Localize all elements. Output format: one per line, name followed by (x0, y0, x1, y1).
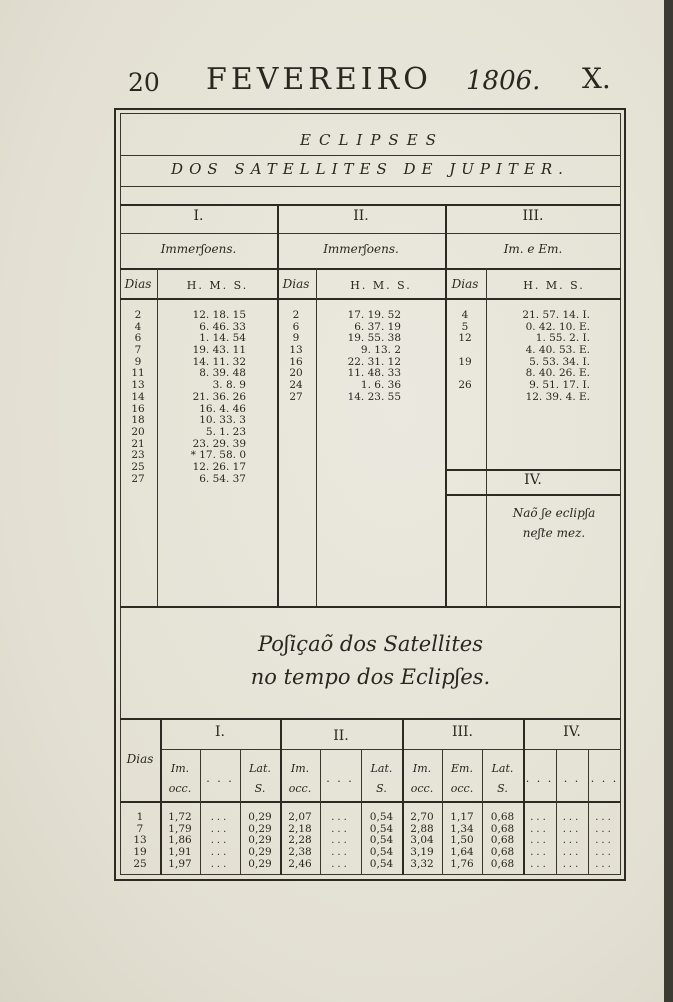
rule (445, 494, 621, 496)
day-value: 5 (461, 320, 469, 333)
day-value: 4 (134, 320, 142, 333)
time-value: 21. 36. 26 (192, 390, 246, 403)
day-value: 20 (131, 425, 145, 438)
dots: ... (595, 858, 614, 870)
dots-col (588, 812, 621, 870)
time-value: 1. 55. 2. I. (535, 332, 590, 345)
pos-I-lat (240, 812, 280, 870)
day-value: 19 (458, 355, 472, 368)
sat-IV-note: Naõ ʃe eclipʃa (512, 506, 596, 520)
position-value: 1,34 (450, 822, 474, 835)
month-title: FEVEREIRO (206, 62, 432, 97)
pos-III-lat (482, 812, 523, 870)
time-value: 14. 11. 32 (192, 355, 246, 368)
rule (316, 268, 317, 606)
time-value: 12. 26. 17 (192, 460, 246, 473)
time-value: 19. 43. 11 (192, 344, 246, 357)
sat-IV-note: neʃte mez. (522, 526, 586, 540)
position-value: 1,72 (168, 811, 192, 823)
pos-sub: occ. (450, 782, 474, 795)
pos-sub: Lat. (491, 762, 514, 775)
sat-III-label: III. (522, 208, 544, 224)
time-value: 11. 48. 33 (347, 367, 401, 380)
time-value: 1. 6. 36 (360, 379, 401, 392)
sat-III-times (490, 310, 590, 404)
pos-sub: occ. (168, 782, 192, 795)
day-value: 20 (289, 367, 303, 380)
dots: ... (595, 823, 614, 835)
pos-sub: S. (497, 782, 508, 795)
dots: ... (530, 835, 549, 847)
dots: ... (331, 847, 350, 859)
position-value: 0,29 (248, 834, 272, 847)
day-value: 14 (131, 390, 145, 403)
sat-IV-label: IV. (524, 472, 542, 488)
position-value: 2,88 (410, 822, 434, 835)
sat-II-sub: Immerʃoens. (323, 242, 399, 256)
day-value: 13 (289, 344, 303, 357)
sat-II-times (318, 310, 401, 404)
day-value: 2 (292, 309, 300, 321)
position-value: 0,29 (248, 811, 272, 823)
position-value: 2,38 (288, 846, 312, 859)
day-value: 1 (136, 811, 144, 823)
pos-sub: S. (376, 782, 387, 795)
day-value: 24 (289, 379, 303, 392)
day-value: 4 (461, 309, 469, 321)
position-value: 2,18 (288, 822, 312, 835)
rule (160, 749, 621, 750)
dots-col (200, 812, 240, 870)
day-value: 9 (134, 355, 142, 368)
time-value: 6. 37. 19 (354, 320, 401, 333)
dots: ... (595, 835, 614, 847)
dots: ... (210, 858, 230, 870)
time-value: 23. 29. 39 (192, 437, 246, 450)
day-value: 18 (131, 414, 145, 427)
day-value: 9 (292, 332, 300, 345)
position-value: 2,46 (288, 857, 312, 870)
position-value: 0,29 (248, 822, 272, 835)
eclipses-subtitle: DOS SATELLITES DE JUPITER. (171, 160, 569, 178)
time-value: * 17. 58. 0 (190, 449, 246, 462)
dots: ... (530, 858, 549, 870)
col-dias-II: Dias (282, 277, 310, 291)
sat-I-times (160, 310, 246, 485)
position-value: 0,29 (248, 857, 272, 870)
col-hms-II: H. M. S. (350, 279, 412, 292)
day-value: 21 (131, 437, 145, 450)
dots: ... (210, 823, 230, 835)
col-hms-III: H. M. S. (523, 279, 585, 292)
sat-III-sub: Im. e Em. (503, 242, 563, 256)
year: 1806. (466, 66, 541, 96)
sat-II-days (277, 310, 315, 404)
position-value: 1,76 (450, 857, 474, 870)
position-value: 2,07 (288, 811, 312, 823)
day-value: 26 (458, 379, 472, 392)
dots: ... (530, 812, 549, 823)
day-value: 12 (458, 332, 472, 345)
dots-col (320, 812, 361, 870)
time-value: 17. 19. 52 (347, 309, 401, 321)
time-value: 8. 40. 26. E. (525, 367, 590, 380)
position-value: 0,54 (369, 822, 394, 835)
day-value: 23 (131, 449, 145, 462)
dots-col (523, 812, 556, 870)
time-value: 4. 40. 53. E. (525, 344, 590, 357)
time-value: 9. 13. 2 (360, 344, 401, 357)
day-value: 11 (131, 367, 145, 380)
pos-sub: occ. (410, 782, 434, 795)
dots: ... (562, 823, 582, 835)
day-value: 16 (131, 402, 145, 415)
time-value: 1. 14. 54 (199, 332, 246, 345)
time-value: 12. 39. 4. E. (525, 390, 590, 403)
rule (120, 233, 621, 234)
rule (486, 268, 487, 606)
rule (120, 186, 621, 187)
rule (277, 204, 279, 606)
time-value: 5. 53. 34. I. (529, 355, 590, 368)
col-dias-I: Dias (124, 277, 152, 291)
day-value (445, 345, 485, 357)
pos-I-im (160, 812, 200, 870)
position-value: 1,79 (168, 822, 192, 835)
dots: ... (331, 858, 350, 870)
section-number: X. (582, 62, 611, 95)
dots: ... (530, 823, 549, 835)
pos-II-lat (361, 812, 402, 870)
day-value: 13 (131, 379, 145, 392)
rule (445, 469, 621, 471)
position-value: 0,68 (490, 834, 515, 847)
time-value: 5. 1. 23 (205, 425, 246, 438)
dots: ... (210, 812, 230, 823)
time-value: 22. 31. 12 (347, 355, 401, 368)
time-value: 12. 18. 15 (192, 309, 246, 321)
position-value: 3,32 (410, 857, 434, 870)
pos-sub: Em. (451, 762, 473, 775)
time-value: 16. 4. 46 (199, 402, 246, 415)
rule (120, 606, 621, 608)
pos-sub-dots: . . . (590, 772, 619, 785)
page-header (0, 60, 664, 100)
col-hms-I: H. M. S. (186, 279, 249, 292)
positions-subtitle: no tempo dos Eclipʃes. (250, 665, 491, 689)
pos-sub: S. (254, 782, 266, 795)
pos-sub: Lat. (370, 762, 393, 775)
dots: ... (331, 823, 350, 835)
time-value: 9. 51. 17. I. (529, 379, 590, 392)
dots: ... (562, 847, 582, 859)
sat-II-label: II. (353, 208, 369, 224)
day-value: 6 (292, 320, 300, 333)
pos-sub-dots: . . . (525, 772, 554, 785)
sat-I-sub: Immerʃoens. (160, 242, 237, 256)
dots: ... (595, 847, 614, 859)
position-value: 2,70 (410, 811, 434, 823)
rule (120, 204, 621, 206)
pos-III-im (402, 812, 442, 870)
rule (120, 155, 621, 156)
dots: ... (331, 835, 350, 847)
time-value: 0. 42. 10. E. (525, 320, 590, 333)
time-value: 8. 39. 48 (199, 367, 246, 380)
pos-sub: occ. (288, 782, 312, 795)
position-value: 0,54 (369, 834, 394, 847)
dots: ... (595, 812, 614, 823)
pos-sub-dots: . . . (326, 772, 354, 785)
time-value: 3. 8. 9 (212, 379, 246, 392)
dots: ... (562, 835, 582, 847)
page-number: 20 (128, 68, 160, 97)
position-value: 3,19 (410, 846, 434, 859)
position-value: 0,68 (490, 846, 515, 859)
pos-days (120, 812, 160, 870)
pos-III-em (442, 812, 482, 870)
day-value: 13 (133, 834, 147, 847)
pos-III-label: III. (451, 724, 474, 740)
dots: ... (210, 847, 230, 859)
rule (120, 298, 621, 300)
position-value: 0,54 (369, 811, 394, 823)
dots-col (556, 812, 588, 870)
position-value: 0,68 (490, 822, 515, 835)
position-value: 0,68 (490, 811, 515, 823)
pos-sub: Im. (290, 762, 310, 775)
time-value: 14. 23. 55 (347, 390, 401, 403)
position-value: 1,91 (168, 846, 192, 859)
time-value: 6. 46. 33 (199, 320, 246, 333)
day-value (445, 392, 485, 404)
sat-I-days (120, 310, 156, 485)
day-value: 27 (289, 390, 303, 403)
day-value: 27 (131, 472, 145, 485)
rule (157, 268, 158, 606)
dots: ... (210, 835, 230, 847)
position-value: 0,68 (490, 857, 515, 870)
position-value: 1,86 (168, 834, 192, 847)
rule (120, 718, 621, 720)
position-value: 1,97 (168, 857, 192, 870)
time-value: 21. 57. 14. I. (522, 309, 590, 321)
dots: ... (562, 812, 582, 823)
day-value: 16 (289, 355, 303, 368)
pos-II-label: II. (333, 728, 349, 744)
rule (120, 801, 621, 803)
rule (120, 268, 621, 270)
position-value: 1,50 (450, 834, 474, 847)
dots: ... (331, 812, 350, 823)
pos-sub: Lat. (249, 762, 271, 775)
day-value: 6 (134, 332, 142, 345)
day-value: 2 (134, 309, 142, 321)
position-value: 0,29 (248, 846, 272, 859)
pos-sub-dots: . . (563, 772, 581, 785)
pos-II-im (280, 812, 320, 870)
pos-sub: Im. (412, 762, 432, 775)
day-value: 25 (133, 857, 147, 870)
day-value: 25 (131, 460, 145, 473)
pos-sub: Im. (170, 762, 190, 775)
position-value: 0,54 (369, 857, 394, 870)
positions-title: Poʃiçaõ dos Satellites (257, 632, 484, 656)
time-value: 10. 33. 3 (199, 414, 246, 427)
pos-sub-dots: . . . (206, 772, 234, 785)
day-value: 7 (134, 344, 142, 357)
pos-IV-label: IV. (563, 724, 581, 740)
sat-I-label: I. (193, 208, 204, 224)
position-value: 1,17 (450, 811, 474, 823)
pos-I-label: I. (215, 724, 225, 740)
time-value: 19. 55. 38 (347, 332, 401, 345)
dots: ... (562, 858, 582, 870)
position-value: 1,64 (450, 846, 474, 859)
eclipses-title: ECLIPSES (300, 131, 444, 149)
position-value: 2,28 (288, 834, 312, 847)
day-value: 7 (136, 822, 144, 835)
time-value: 6. 54. 37 (199, 472, 246, 485)
sat-III-days (445, 310, 485, 404)
dots: ... (530, 847, 549, 859)
col-dias-III: Dias (451, 277, 479, 291)
day-value: 19 (133, 846, 147, 859)
position-value: 3,04 (410, 834, 434, 847)
position-value: 0,54 (369, 846, 394, 859)
book-gutter (664, 0, 673, 1002)
rule (445, 204, 447, 606)
pos-dias: Dias (126, 752, 154, 766)
